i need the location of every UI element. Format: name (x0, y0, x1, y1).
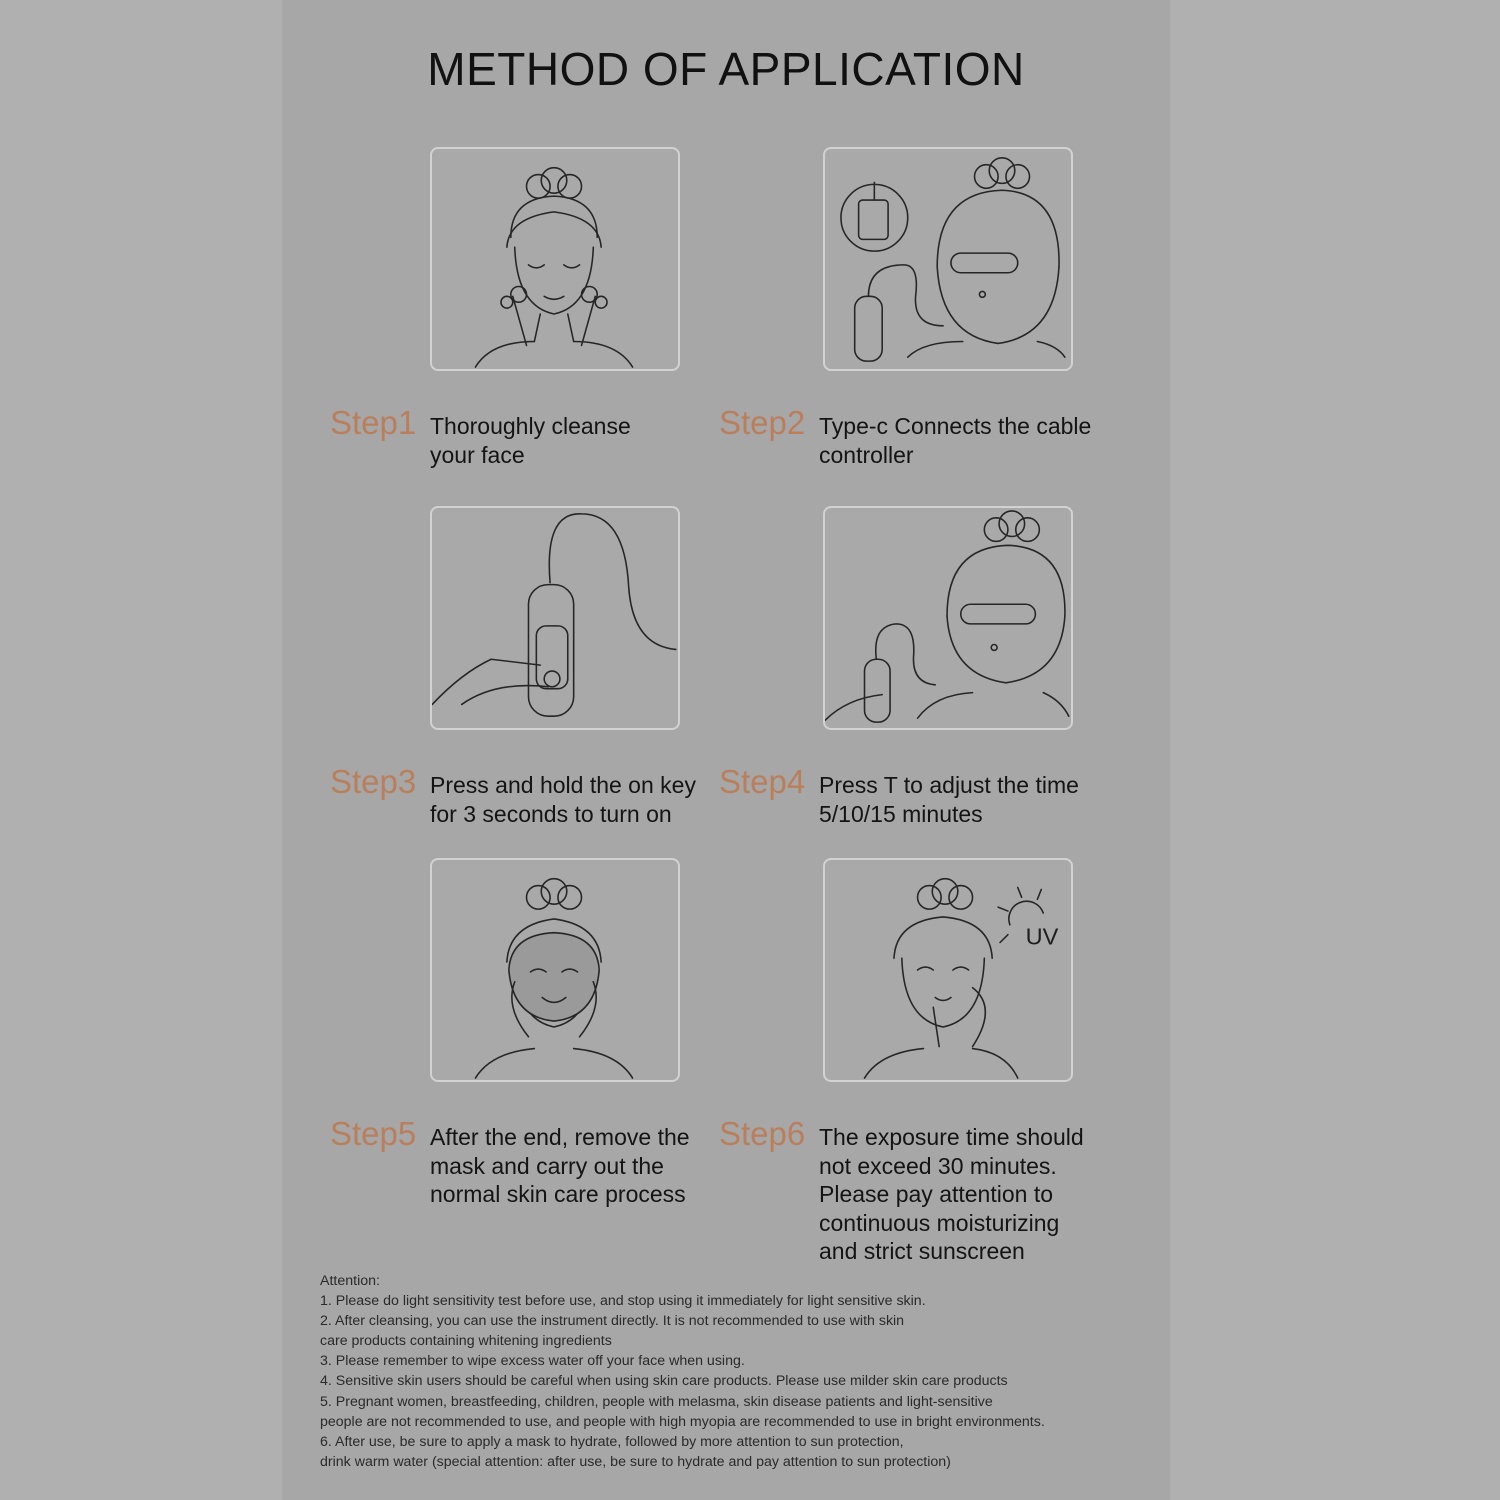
step5-text: After the end, remove the mask and carry out the normal skin care process (430, 1124, 690, 1207)
step1-illustration (430, 147, 680, 371)
attention-line: 3. Please remember to wipe excess water off your face when using. (320, 1353, 745, 1370)
step3-text: Press and hold the on key for 3 seconds to turn on (430, 772, 696, 827)
step1-label: Step1 (330, 404, 417, 441)
attention-line: 1. Please do light sensitivity test before use, and stop using it immediately for light sensitive skin. (320, 1293, 926, 1310)
step5-label: Step5 (330, 1115, 417, 1152)
step5-illustration (430, 858, 680, 1082)
step3-label: Step3 (330, 763, 417, 800)
step6-illustration (823, 858, 1073, 1082)
attention-line: 2. After cleansing, you can use the instrument directly. It is not recommended to use with skin (320, 1313, 905, 1330)
step4-text: Press T to adjust the time 5/10/15 minutes (819, 772, 1079, 827)
attention-line: care products containing whitening ingredients (320, 1333, 612, 1350)
step6-label: Step6 (719, 1115, 806, 1152)
attention-line: 5. Pregnant women, breastfeeding, children, people with melasma, skin disease patients and light-sensitive (320, 1393, 993, 1410)
step4-illustration (823, 506, 1073, 730)
attention-line: 4. Sensitive skin users should be careful when using skin care products. Please use milder skin care products (320, 1373, 1008, 1390)
page-title: METHOD OF APPLICATION (427, 43, 1025, 95)
step2-text: Type-c Connects the cable controller (819, 413, 1092, 468)
attention-heading: Attention: (320, 1273, 380, 1289)
step3-illustration (430, 506, 680, 730)
attention-line: 6. After use, be sure to apply a mask to hydrate, followed by more attention to sun protection, (320, 1433, 904, 1450)
attention-line: drink warm water (special attention: after use, be sure to hydrate and pay attention to sun protection) (320, 1453, 951, 1470)
step6-text: The exposure time should not exceed 30 minutes. Please pay attention to continuous moisturizing and strict sunscreen (819, 1124, 1084, 1264)
step2-illustration (823, 147, 1073, 371)
step4-label: Step4 (719, 763, 806, 800)
uv-label: UV (1025, 923, 1059, 950)
step2-label: Step2 (719, 404, 806, 441)
attention-notes (320, 1271, 1120, 1472)
attention-line: people are not recommended to use, and people with high myopia are recommended to use in bright environments. (320, 1413, 1045, 1430)
step1-text: Thoroughly cleanse your face (430, 413, 631, 468)
